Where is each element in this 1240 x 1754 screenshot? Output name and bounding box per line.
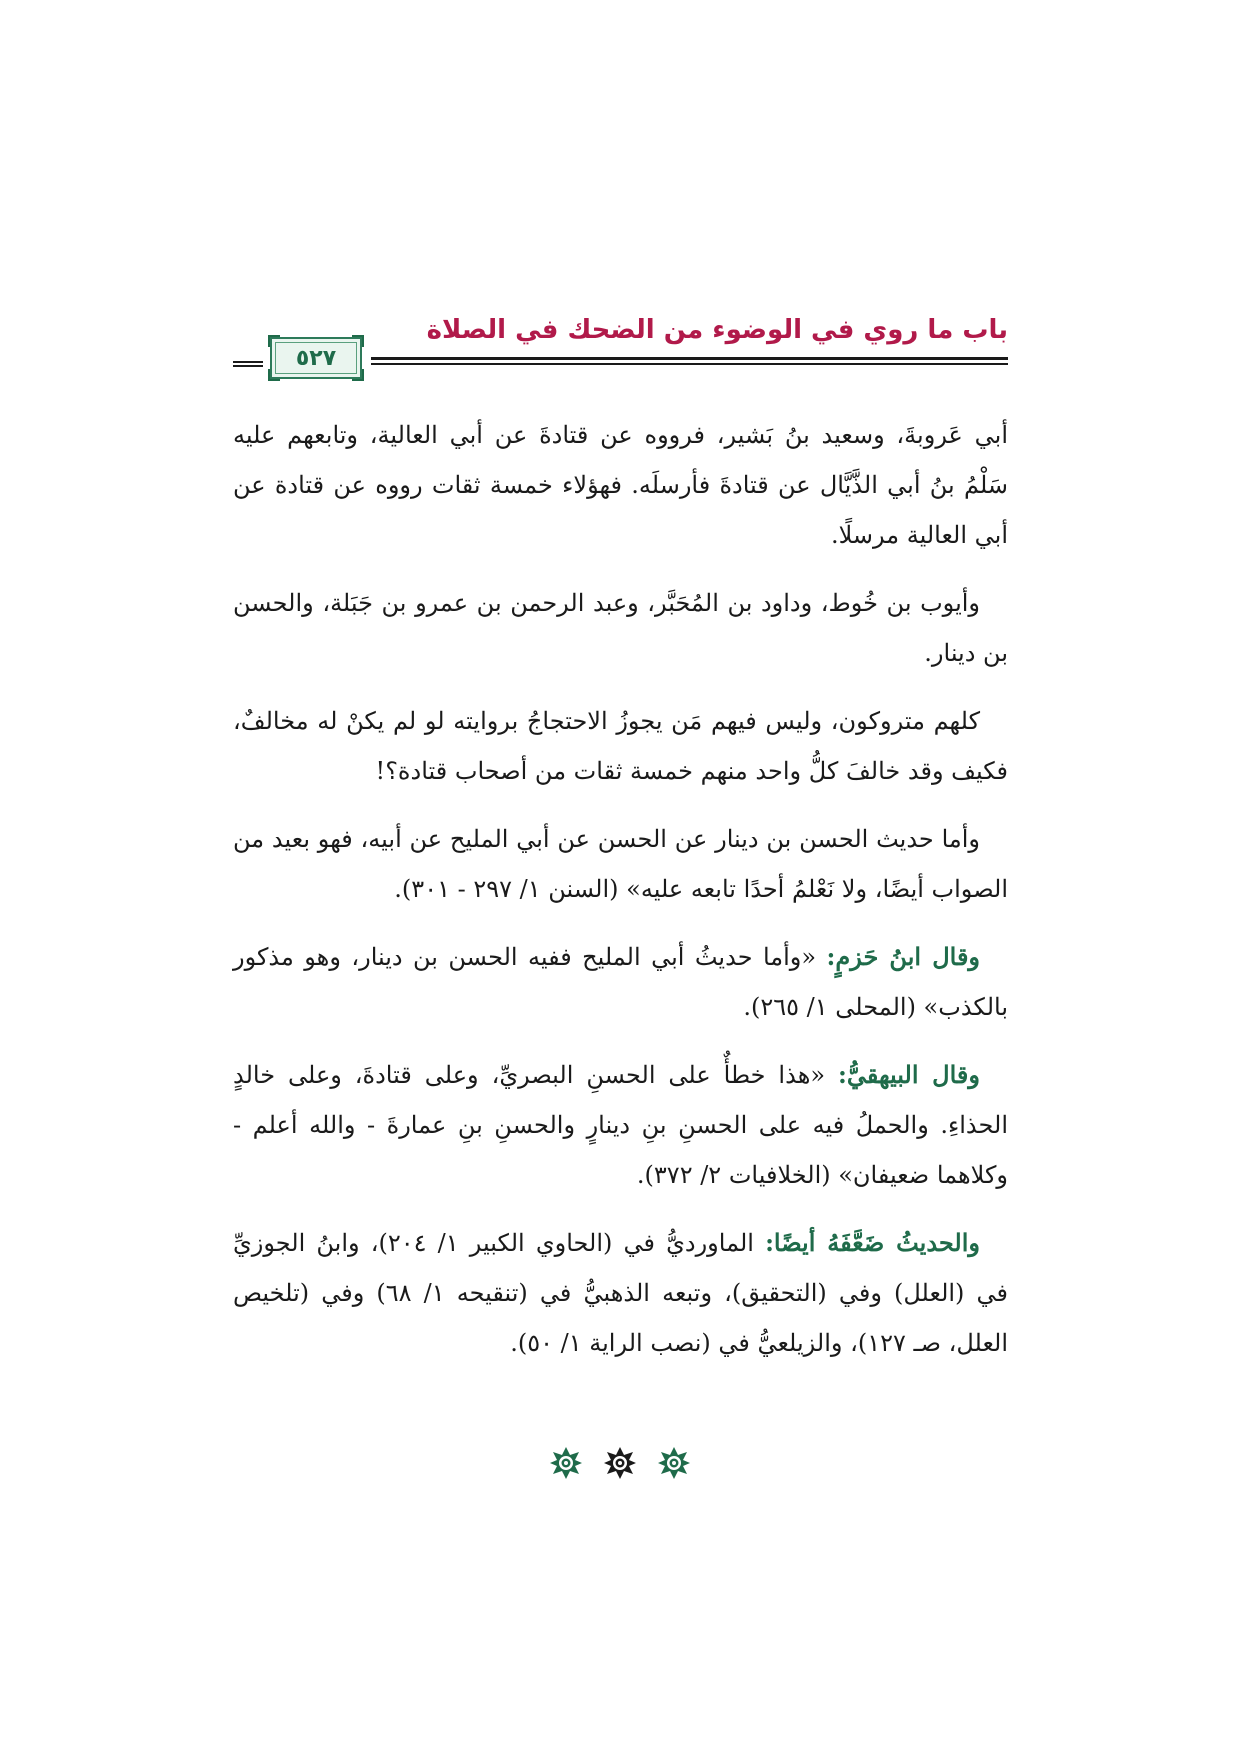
paragraph-text: كلهم متروكون، وليس فيهم مَن يجوزُ الاحتجاجُ بروايته لو لم يكنْ له مخالفٌ، فكيف وقد خالفَ كلُّ واحد منهم خمسة ثقات من أصحاب قتادة؟! — [233, 707, 1008, 785]
paragraph-7 — [233, 1218, 1008, 1368]
chapter-title: باب ما روي في الوضوء من الضحك في الصلاة — [426, 315, 1008, 345]
flower-ornament-icon — [549, 1446, 583, 1480]
paragraph-text: «هذا خطأٌ على الحسنِ البصريِّ، وعلى قتادةَ، وعلى خالدٍ الحذاءِ. والحملُ فيه على الحسنِ بنِ دينارٍ والحسنِ بنِ عمارةَ - والله أعلم - وكلاهما ضعيفان» (الخلافيات ٢/ ٣٧٢). — [233, 1061, 1008, 1189]
paragraph-1 — [233, 410, 1008, 560]
page-header — [233, 305, 1008, 385]
paragraph-lead: وقال ابنُ حَزمٍ: — [826, 942, 981, 971]
header-rule-left — [233, 361, 263, 367]
paragraph-6 — [233, 1050, 1008, 1200]
paragraph-2 — [233, 578, 1008, 678]
paragraph-text: وأما حديث الحسن بن دينار عن الحسن عن أبي المليح عن أبيه، فهو بعيد من الصواب أيضًا، ولا نَعْلمُ أحدًا تابعه عليه» (السنن ١/ ٢٩٧ - ٣٠١). — [233, 825, 1008, 903]
header-rule — [371, 357, 1008, 367]
paragraph-text: «وأما حديثُ أبي المليح ففيه الحسن بن دينار، وهو مذكور بالكذب» (المحلى ١/ ٢٦٥). — [233, 943, 1008, 1021]
paragraph-text: الماورديُّ في (الحاوي الكبير ١/ ٢٠٤)، وابنُ الجوزيِّ في (العلل) وفي (التحقيق)، وتبعه الذهبيُّ في (تنقيحه ١/ ٦٨) وفي (تلخيص العلل، صـ ١٢٧)، والزيلعيُّ في (نصب الراية ١/ ٥٠). — [233, 1229, 1009, 1357]
page-number: ٥٢٧ — [295, 345, 337, 371]
paragraph-lead: وقال البيهقيُّ: — [837, 1060, 980, 1089]
paragraph-4 — [233, 814, 1008, 914]
paragraph-5 — [233, 932, 1008, 1032]
flower-ornament-icon — [603, 1446, 637, 1480]
paragraph-3 — [233, 696, 1008, 796]
page-number-badge — [270, 337, 362, 379]
page-body — [233, 410, 1008, 1386]
flower-ornament-icon — [657, 1446, 691, 1480]
paragraph-lead: والحديثُ ضَعَّفَهُ أيضًا: — [765, 1228, 980, 1257]
paragraph-text: أبي عَروبةَ، وسعيد بنُ بَشير، فرووه عن قتادةَ عن أبي العالية، وتابعهم عليه سَلْمُ بنُ أبي الذَّيَّال عن قتادةَ فأرسلَه. فهؤلاء خمسة ثقات رووه عن قتادة عن أبي العالية مرسلًا. — [233, 421, 1009, 549]
section-end-ornaments — [0, 1446, 1240, 1480]
paragraph-text: وأيوب بن خُوط، وداود بن المُحَبَّر، وعبد الرحمن بن عمرو بن جَبَلة، والحسن بن دينار. — [233, 589, 1008, 667]
